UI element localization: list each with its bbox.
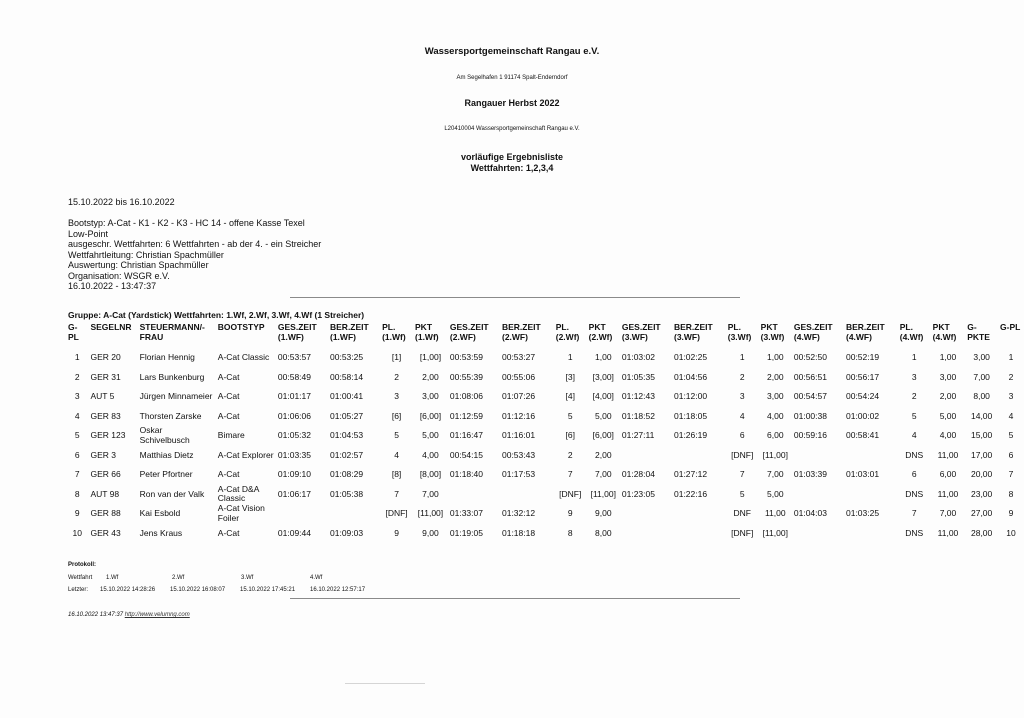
table-cell: 6 — [911, 469, 917, 479]
table-cell: 01:32:12 — [501, 508, 536, 518]
table-cell — [620, 446, 672, 466]
table-cell: 01:04:53 — [330, 430, 364, 440]
table-cell: A-Cat Explorer — [217, 449, 274, 460]
organization-title: Wassersportgemeinschaft Rangau e.V. — [424, 46, 600, 57]
table-cell: 23,00 — [970, 488, 993, 499]
table-cell: 01:06:17 — [277, 488, 311, 499]
column-header: PL. (4.Wf) — [899, 322, 924, 342]
table-cell: 7,00 — [767, 469, 784, 479]
table-cell: 6,00 — [939, 469, 957, 479]
table-cell: 10 — [1006, 527, 1016, 538]
table-cell: 3,00 — [422, 391, 439, 401]
protocol-last: 15.10.2022 14:28:26 — [100, 587, 156, 593]
table-cell: 3 — [739, 391, 745, 401]
table-cell: 7 — [394, 488, 399, 499]
table-cell: 5,00 — [939, 410, 957, 421]
table-row — [66, 465, 1024, 485]
table-cell: GER 83 — [90, 410, 121, 421]
table-cell: 01:04:03 — [793, 508, 827, 518]
table-cell: Peter Pfortner — [139, 469, 193, 479]
table-cell: 01:18:18 — [501, 527, 536, 538]
table-cell: 01:03:01 — [845, 469, 880, 479]
table-cell: 2,00 — [422, 371, 439, 382]
table-cell: 2 — [1008, 371, 1014, 382]
table-cell: 14,00 — [970, 410, 993, 421]
table-cell: 01:02:25 — [673, 352, 708, 362]
table-cell: [3] — [565, 371, 575, 382]
table-cell: DNS — [905, 449, 924, 460]
column-header: GES.ZEIT (1.WF) — [277, 322, 317, 342]
table-cell — [620, 524, 672, 544]
table-cell: 01:12:59 — [449, 410, 483, 421]
table-cell: 8 — [74, 488, 80, 499]
table-cell: 4,00 — [422, 449, 439, 460]
table-cell: [DNF] — [731, 449, 754, 460]
table-cell: 4,00 — [939, 430, 957, 440]
table-cell: 01:17:53 — [501, 469, 536, 479]
table-cell: 9 — [1008, 508, 1014, 518]
table-cell: 3,00 — [973, 352, 990, 362]
protocol-last-label: Letzter: — [68, 587, 89, 593]
event-title: Rangauer Herbst 2022 — [464, 98, 560, 108]
table-cell: GER 31 — [90, 371, 121, 382]
table-cell: DNF — [733, 508, 751, 518]
column-header: PL. (2.Wf) — [555, 322, 580, 342]
table-cell: 01:27:12 — [673, 469, 708, 479]
table-cell: Oskar Schivelbusch — [139, 425, 190, 445]
table-cell: A-Cat — [217, 469, 240, 479]
races-line: Wettfahrten: 1,2,3,4 — [470, 163, 554, 173]
table-cell: [DNF] — [559, 488, 582, 499]
table-cell — [792, 524, 844, 544]
table-cell: 01:05:32 — [277, 430, 311, 440]
event-code: L20410004 Wassersportgemeinschaft Rangau e.V. — [444, 126, 580, 132]
table-cell: [11,00] — [762, 527, 788, 538]
scan-mark — [345, 683, 425, 684]
table-cell: 6,00 — [767, 430, 784, 440]
table-cell: 4 — [74, 410, 80, 421]
table-cell: 6 — [739, 430, 745, 440]
table-cell: 11,00 — [764, 508, 786, 518]
table-cell: 01:33:07 — [449, 508, 483, 518]
table-cell: [1] — [391, 352, 402, 362]
table-cell: 01:03:35 — [277, 449, 311, 460]
table-cell — [672, 504, 726, 524]
meta-line: Low-Point — [68, 228, 109, 239]
table-cell: 1 — [911, 352, 917, 362]
table-cell: 7 — [739, 469, 745, 479]
table-cell: 01:06:06 — [277, 410, 311, 421]
table-cell: 01:05:27 — [330, 410, 364, 421]
protocol-title: Protokoll: — [68, 562, 96, 568]
meta-line: Wettfahrtleitung: Christian Spachmüller — [68, 249, 224, 260]
table-cell: GER 3 — [90, 449, 116, 460]
table-cell — [620, 504, 672, 524]
table-cell: 2 — [567, 449, 573, 460]
table-cell: 00:58:41 — [845, 430, 880, 440]
table-cell: 6 — [1008, 449, 1014, 460]
table-cell: 01:26:19 — [673, 430, 708, 440]
protocol-last: 16.10.2022 12:57:17 — [310, 587, 366, 593]
table-cell: 3 — [74, 391, 80, 401]
table-cell: GER 66 — [90, 469, 121, 479]
table-cell: 01:03:39 — [793, 469, 827, 479]
meta-line: ausgeschr. Wettfahrten: 6 Wettfahrten - ab der 4. - ein Streicher — [68, 239, 322, 249]
table-cell: 5,00 — [595, 410, 612, 421]
protocol-race: 4.Wf — [310, 575, 323, 581]
table-cell — [672, 524, 726, 544]
table-row — [66, 524, 1024, 544]
table-cell: Kai Esbold — [139, 508, 181, 518]
table-cell: 7,00 — [939, 508, 957, 518]
table-cell: [11,00] — [590, 488, 616, 499]
table-cell: 7,00 — [595, 469, 612, 479]
table-cell: 1,00 — [939, 352, 957, 362]
table-cell — [844, 524, 898, 544]
table-cell: 00:56:17 — [845, 371, 880, 382]
table-cell: 27,00 — [970, 508, 993, 518]
table-cell: 9 — [394, 527, 399, 538]
group-title: Gruppe: A-Cat (Yardstick) Wettfahrten: 1.Wf, 2.Wf, 3.Wf, 4.Wf (1 Streicher) — [68, 310, 365, 320]
list-heading — [0, 152, 1024, 174]
table-cell: 1,00 — [767, 352, 784, 362]
table-cell: 01:05:35 — [621, 371, 655, 382]
table-cell: 00:56:51 — [793, 371, 827, 382]
table-cell: [11,00] — [762, 449, 788, 460]
protocol-last: 15.10.2022 17:45:21 — [240, 587, 296, 593]
table-cell: 00:54:15 — [449, 449, 483, 460]
table-cell: 01:09:10 — [277, 469, 311, 479]
column-header: BER.ZEIT (1.WF) — [330, 322, 369, 342]
column-header: SEGELNR — [90, 322, 132, 332]
table-cell: 4 — [911, 430, 917, 440]
table-header-row — [66, 322, 1024, 348]
table-cell — [672, 446, 726, 466]
protocol-race: 1.Wf — [106, 575, 119, 581]
divider-line — [290, 297, 740, 298]
table-cell: 00:53:25 — [330, 352, 364, 362]
table-cell: 01:16:47 — [449, 430, 483, 440]
table-cell: [6,00] — [592, 430, 614, 440]
table-cell: 01:12:43 — [621, 391, 655, 401]
table-cell: 1 — [739, 352, 745, 362]
table-cell: 9,00 — [422, 527, 439, 538]
table-cell: AUT 98 — [90, 488, 120, 499]
table-cell: 3 — [394, 391, 399, 401]
table-cell: DNS — [905, 527, 924, 538]
table-cell: Bimare — [217, 430, 245, 440]
table-cell: Florian Hennig — [139, 352, 195, 362]
table-cell: 01:28:04 — [621, 469, 655, 479]
table-cell: 01:00:41 — [330, 391, 364, 401]
table-row — [66, 485, 1024, 505]
table-cell: 4 — [394, 449, 399, 460]
table-cell: Thorsten Zarske — [139, 410, 202, 421]
table-cell: 8 — [1008, 488, 1014, 499]
table-cell: 5,00 — [767, 488, 784, 499]
column-header: PKT (2.Wf) — [588, 322, 613, 342]
table-row — [66, 407, 1024, 427]
event-meta-block — [68, 218, 321, 292]
table-cell: 8,00 — [595, 527, 612, 538]
table-cell: 11,00 — [937, 488, 959, 499]
table-cell: 00:52:50 — [793, 352, 827, 362]
table-cell: 5 — [567, 410, 573, 421]
table-cell: 00:58:49 — [277, 371, 311, 382]
table-cell: 28,00 — [970, 527, 993, 538]
table-cell — [276, 504, 328, 524]
table-cell: DNS — [905, 488, 924, 499]
table-cell: 3 — [1008, 391, 1014, 401]
table-cell: AUT 5 — [90, 391, 115, 401]
table-cell: 01:18:52 — [621, 410, 655, 421]
column-header: BER.ZEIT (2.WF) — [501, 322, 541, 342]
table-cell: 2 — [739, 371, 745, 382]
table-cell — [792, 446, 844, 466]
table-cell: 11,00 — [937, 527, 959, 538]
table-cell: [DNF] — [731, 527, 754, 538]
table-cell: 15,00 — [970, 430, 993, 440]
table-cell: 01:09:44 — [277, 527, 311, 538]
table-cell: [11,00] — [417, 508, 444, 518]
meta-line: Bootstyp: A-Cat - K1 - K2 - K3 - HC 14 - offene Kasse Texel — [68, 218, 305, 228]
table-cell — [844, 485, 898, 505]
table-cell: A-Cat Vision Foiler — [217, 503, 265, 523]
table-row — [66, 387, 1024, 407]
table-cell: 01:00:38 — [793, 410, 827, 421]
table-cell: 10 — [72, 527, 82, 538]
table-cell: 20,00 — [970, 469, 993, 479]
column-header: PKT (3.Wf) — [760, 322, 785, 342]
table-cell: 5 — [394, 430, 399, 440]
table-cell: 01:08:06 — [449, 391, 483, 401]
meta-line: Auswertung: Christian Spachmüller — [68, 260, 209, 270]
organization-address: Am Segelhafen 1 91174 Spalt-Enderndorf — [456, 75, 568, 81]
table-cell: 2 — [394, 371, 399, 382]
table-cell: Jürgen Minnameier — [139, 391, 213, 401]
table-cell: 01:03:25 — [845, 508, 880, 518]
table-cell: GER 20 — [90, 352, 121, 362]
table-cell: [4,00] — [592, 391, 614, 401]
protocol-last-row — [68, 587, 366, 593]
table-cell: [DNF] — [385, 508, 408, 518]
protocol-race-label: Wettfahrt — [68, 575, 93, 581]
table-cell: 9,00 — [595, 508, 612, 518]
table-cell: 00:59:16 — [793, 430, 827, 440]
table-cell: 01:16:01 — [501, 430, 536, 440]
table-cell: [6] — [565, 430, 575, 440]
protocol-race-row — [68, 575, 323, 581]
table-cell: 3,00 — [767, 391, 784, 401]
column-header: G-PL — [68, 322, 79, 342]
table-cell: 2 — [911, 391, 917, 401]
table-cell: 00:58:14 — [330, 371, 364, 382]
event-dates: 15.10.2022 bis 16.10.2022 — [68, 197, 175, 207]
meta-line: 16.10.2022 - 13:47:37 — [68, 281, 157, 291]
table-cell: 7,00 — [973, 371, 990, 382]
table-cell: [8,00] — [419, 469, 442, 479]
table-cell: 00:52:19 — [845, 352, 880, 362]
column-header: G-PKTE — [967, 322, 990, 342]
table-cell: 01:00:02 — [845, 410, 880, 421]
table-cell: A-Cat Classic — [217, 352, 270, 362]
table-cell: 01:12:16 — [501, 410, 536, 421]
table-cell: A-Cat — [217, 391, 240, 401]
table-cell: A-Cat — [217, 527, 240, 538]
table-cell: 5,00 — [422, 430, 439, 440]
table-cell: 5 — [739, 488, 745, 499]
table-cell: 7 — [567, 469, 573, 479]
table-cell: 3,00 — [939, 371, 957, 382]
table-cell: 9 — [567, 508, 573, 518]
table-cell: 4,00 — [767, 410, 784, 421]
results-table-body — [66, 348, 1024, 543]
table-cell: GER 88 — [90, 508, 121, 518]
table-cell: GER 123 — [90, 430, 126, 440]
column-header: PKT (4.Wf) — [932, 322, 957, 342]
table-cell: 2,00 — [939, 391, 957, 401]
table-cell: 00:54:24 — [845, 391, 880, 401]
table-cell — [844, 446, 898, 466]
table-cell: Matthias Dietz — [139, 449, 194, 460]
table-cell: 01:18:40 — [449, 469, 483, 479]
column-header: BER.ZEIT (4.WF) — [845, 322, 885, 342]
protocol-race: 2.Wf — [172, 575, 185, 581]
table-cell: 00:54:57 — [793, 391, 827, 401]
list-title: vorläufige Ergebnisliste — [460, 152, 564, 162]
table-cell: Jens Kraus — [139, 527, 183, 538]
column-header: BOOTSTYP — [217, 322, 265, 332]
table-cell: 1 — [74, 352, 80, 362]
table-cell: GER 43 — [90, 527, 121, 538]
table-cell: [4] — [565, 391, 575, 401]
table-cell: 7 — [1008, 469, 1014, 479]
footer-timestamp: 16.10.2022 13:47:37 — [68, 612, 124, 618]
table-cell: 01:04:56 — [673, 371, 708, 382]
table-cell: 1 — [567, 352, 573, 362]
table-cell: [6] — [391, 410, 402, 421]
table-cell: 11,00 — [937, 449, 959, 460]
table-cell: 5 — [911, 410, 917, 421]
table-cell: 01:18:05 — [673, 410, 708, 421]
footer-link[interactable]: http://www.velumng.com — [124, 612, 190, 618]
table-cell — [500, 485, 554, 505]
table-cell: 01:02:57 — [330, 449, 364, 460]
table-cell: 00:53:57 — [277, 352, 311, 362]
divider-line — [290, 598, 740, 599]
table-cell: 3 — [911, 371, 917, 382]
table-cell: 00:55:39 — [449, 371, 483, 382]
protocol-last: 15.10.2022 16:08:07 — [170, 587, 226, 593]
table-cell: 01:19:05 — [449, 527, 483, 538]
table-cell: 5 — [1008, 430, 1014, 440]
table-cell: 01:22:16 — [673, 488, 708, 499]
table-cell: [1,00] — [419, 352, 442, 362]
table-cell: [6,00] — [419, 410, 442, 421]
table-cell: 7,00 — [422, 488, 439, 499]
footer — [68, 612, 190, 618]
table-cell: 8 — [567, 527, 573, 538]
column-header: GES.ZEIT (3.WF) — [621, 322, 661, 342]
table-cell: A-Cat D&A Classic — [217, 483, 259, 504]
column-header: PL. (1.Wf) — [382, 322, 406, 342]
table-cell: 6 — [74, 449, 80, 460]
table-cell: Ron van der Valk — [139, 488, 205, 499]
table-cell: 17,00 — [970, 449, 993, 460]
table-cell: 7 — [74, 469, 80, 479]
column-header: STEUERMANN/-FRAU — [139, 322, 205, 342]
table-cell: 01:01:17 — [277, 391, 311, 401]
table-row — [66, 348, 1024, 368]
table-row — [66, 368, 1024, 388]
table-cell: 00:53:27 — [501, 352, 536, 362]
table-cell: [8] — [391, 469, 402, 479]
table-cell: [3,00] — [592, 371, 614, 382]
table-cell — [792, 485, 844, 505]
table-cell: 00:55:06 — [501, 371, 536, 382]
table-cell: 01:27:11 — [621, 430, 655, 440]
column-header: PKT (1.Wf) — [415, 322, 439, 342]
table-cell: 5 — [74, 430, 80, 440]
table-cell: A-Cat — [217, 410, 240, 421]
table-cell: 1 — [1008, 352, 1014, 362]
table-cell: 01:05:38 — [330, 488, 364, 499]
table-row — [66, 426, 1024, 446]
table-cell: 4 — [1008, 410, 1014, 421]
table-row — [66, 446, 1024, 466]
table-cell: 00:53:59 — [449, 352, 483, 362]
table-cell: 01:09:03 — [330, 527, 364, 538]
table-cell: Lars Bunkenburg — [139, 371, 205, 382]
table-cell: 2 — [74, 371, 80, 382]
table-cell: 1,00 — [595, 352, 612, 362]
table-cell: 9 — [74, 508, 80, 518]
table-cell: 01:03:02 — [621, 352, 655, 362]
table-cell: A-Cat — [217, 371, 240, 382]
table-cell: 7 — [911, 508, 917, 518]
meta-line: Organisation: WSGR e.V. — [68, 270, 170, 281]
table-cell: 01:08:29 — [330, 469, 364, 479]
results-table — [66, 322, 1024, 543]
column-header: PL. (3.Wf) — [727, 322, 752, 342]
table-cell: 2,00 — [595, 449, 612, 460]
table-cell — [328, 504, 380, 524]
table-cell: 01:07:26 — [501, 391, 536, 401]
column-header: BER.ZEIT (3.WF) — [673, 322, 713, 342]
column-header: G-PL — [1000, 322, 1021, 332]
table-cell: 01:23:05 — [621, 488, 655, 499]
table-row — [66, 504, 1024, 524]
column-header: GES.ZEIT (4.WF) — [793, 322, 833, 342]
protocol-race: 3.Wf — [241, 575, 254, 581]
table-cell: 8,00 — [973, 391, 990, 401]
table-cell: 2,00 — [767, 371, 784, 382]
table-cell: 4 — [739, 410, 745, 421]
table-cell — [448, 485, 500, 505]
table-cell: 00:53:43 — [501, 449, 536, 460]
table-cell: 01:12:00 — [673, 391, 708, 401]
column-header: GES.ZEIT (2.WF) — [449, 322, 489, 342]
